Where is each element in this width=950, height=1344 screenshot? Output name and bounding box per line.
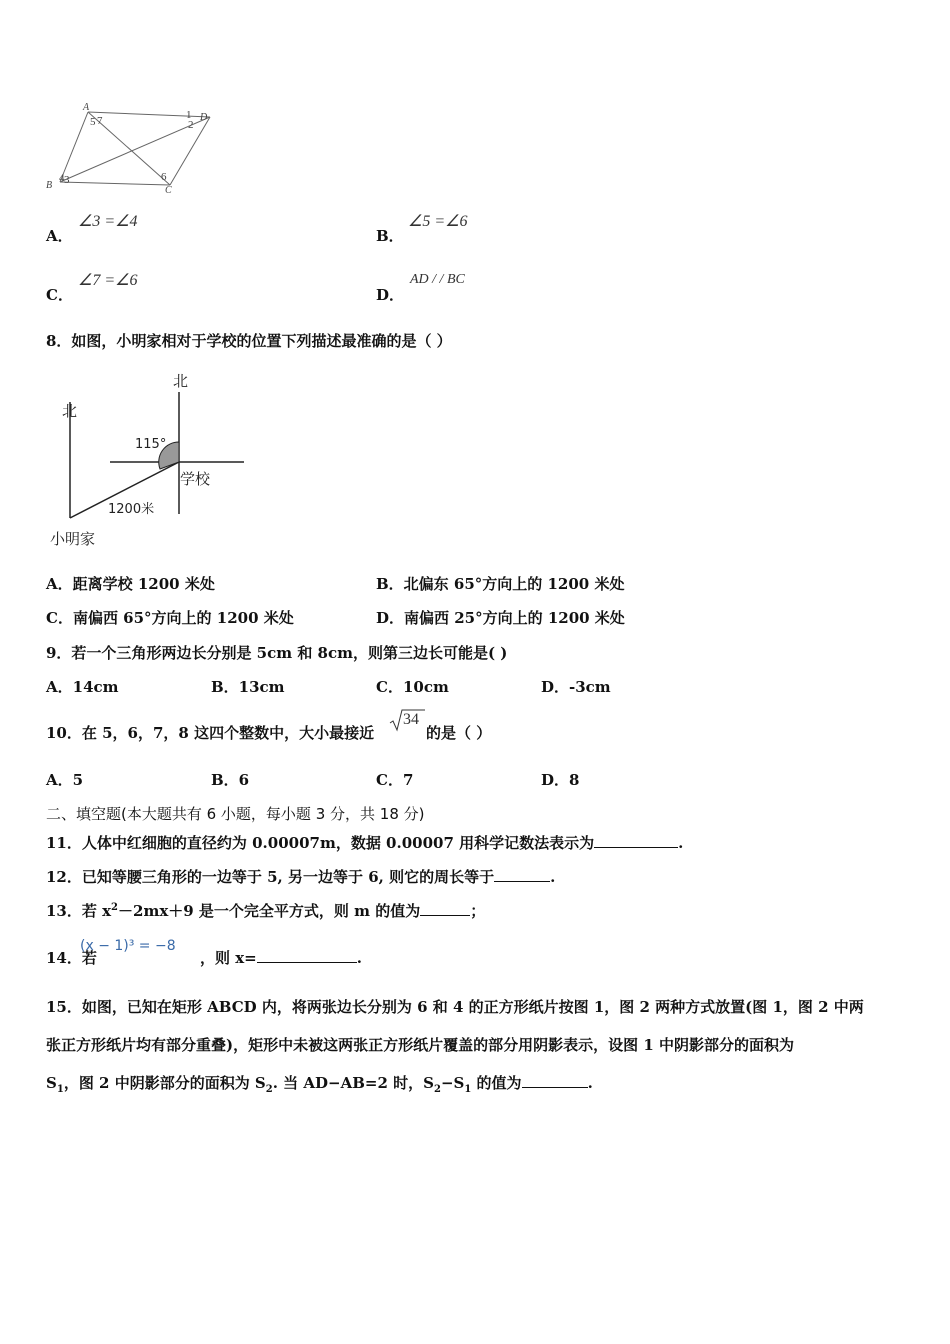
angle-3-label: 3 xyxy=(64,174,70,186)
angle-label: 115° xyxy=(135,437,167,452)
q13-rest: －2mx＋9 是一个完全平方式，则 m 的值为 xyxy=(118,902,421,920)
q9-stem: 9．若一个三角形两边长分别是 5cm 和 8cm，则第三边长可能是( ) xyxy=(46,644,508,662)
q7-option-b-expr: ∠5 =∠6 xyxy=(408,213,468,230)
q13-line xyxy=(46,900,485,921)
q15-end: . xyxy=(587,1074,593,1092)
q8-stem: 8．如图，小明家相对于学校的位置下列描述最准确的是（ ） xyxy=(46,332,452,350)
q15-text-c: . 当 AD−AB=2 时，S xyxy=(272,1074,434,1092)
q11-line xyxy=(46,832,683,853)
angle-7-label: 7 xyxy=(97,115,103,127)
q9-option-b: B．13cm xyxy=(211,678,285,696)
q10-option-d: D．8 xyxy=(541,771,580,789)
q14-prefix: 14．若 xyxy=(46,949,97,967)
q11-answer-blank xyxy=(594,833,678,848)
q11-text: 11．人体中红细胞的直径约为 0.00007m，数据 0.00007 用科学记数法表示为 xyxy=(46,834,595,852)
q13-prefix: 13．若 x xyxy=(46,902,112,920)
q15-text-b: ，图 2 中阴影部分的面积为 S xyxy=(63,1074,266,1092)
q7-option-a-expr: ∠3 =∠4 xyxy=(78,213,138,230)
q15-answer-blank xyxy=(522,1073,588,1088)
q15-line-1: 15．如图，已知在矩形 ABCD 内，将两张边长分别为 6 和 4 的正方形纸片按图 1，图 2 两种方式放置(图 1，图 2 中两 xyxy=(46,998,864,1016)
q14-tail xyxy=(200,947,362,968)
q7-option-a-letter: A． xyxy=(46,227,73,245)
q13-answer-blank xyxy=(420,901,470,916)
q15-text-d: −S xyxy=(440,1074,465,1092)
q9-option-d: D．-3cm xyxy=(541,678,611,696)
north-left-label: 北 xyxy=(62,402,78,420)
q10-stem-before: 10．在 5，6，7，8 这四个整数中，大小最接近 xyxy=(46,724,375,742)
q15-sub-2: 2 xyxy=(265,1084,273,1095)
q8-option-c: C．南偏西 65°方向上的 1200 米处 xyxy=(46,609,294,627)
side-ad xyxy=(88,112,210,117)
section-2-title: 二、填空题(本大题共有 6 小题，每小题 3 分，共 18 分) xyxy=(46,805,425,823)
q12-end: . xyxy=(550,868,556,886)
q15-sub-3: 2 xyxy=(433,1084,441,1095)
q8-option-d: D．南偏西 25°方向上的 1200 米处 xyxy=(376,609,625,627)
q15-sub-1: 1 xyxy=(56,1084,64,1095)
q7-option-d-letter: D． xyxy=(376,286,405,304)
q15-text-e: 的值为 xyxy=(471,1074,522,1092)
q15-line-2: 张正方形纸片均有部分重叠)，矩形中未被这两张正方形纸片覆盖的部分用阴影表示，设图 1 中阴影部分的面积为 xyxy=(46,1036,794,1054)
angle-1-label: 1 xyxy=(186,109,192,121)
school-label: 学校 xyxy=(180,470,211,488)
vertex-b-label: B xyxy=(46,180,53,191)
q14-answer-blank xyxy=(257,948,357,963)
q8-direction-figure xyxy=(46,366,256,552)
q7-option-c-letter: C． xyxy=(46,286,73,304)
q10-stem-after: 的是（ ） xyxy=(426,724,492,742)
angle-5-label: 5 xyxy=(90,116,96,128)
vertex-a-label: A xyxy=(83,102,90,113)
home-label: 小明家 xyxy=(50,530,96,548)
q10-radicand: 34 xyxy=(403,711,419,728)
q12-answer-blank xyxy=(494,867,550,882)
q7-option-c-expr: ∠7 =∠6 xyxy=(78,272,138,289)
q15-line-3 xyxy=(46,1072,593,1095)
q10-option-b: B．6 xyxy=(211,771,250,789)
q10-option-c: C．7 xyxy=(376,771,414,789)
north-right-label: 北 xyxy=(173,372,189,390)
q7-option-d-expr: AD / / BC xyxy=(410,272,465,287)
q12-text: 12．已知等腰三角形的一边等于 5, 另一边等于 6, 则它的周长等于 xyxy=(46,868,495,886)
distance-label: 1200米 xyxy=(108,502,155,517)
side-bc xyxy=(60,182,170,185)
q13-end: ； xyxy=(470,902,486,920)
q7-option-b-letter: B． xyxy=(376,227,404,245)
angle-2-label: 2 xyxy=(188,119,194,131)
vertex-d-label: D xyxy=(200,112,208,123)
q11-end: . xyxy=(678,834,684,852)
q8-option-a: A．距离学校 1200 米处 xyxy=(46,575,215,593)
q14-rest: ，则 x= xyxy=(200,949,257,967)
q7-parallelogram-figure xyxy=(40,100,220,195)
q13-exponent: 2 xyxy=(111,902,119,913)
q9-option-a: A．14cm xyxy=(46,678,119,696)
q9-option-c: C．10cm xyxy=(376,678,449,696)
angle-4-label: 4 xyxy=(59,172,65,184)
q15-sub-4: 1 xyxy=(464,1084,472,1095)
q15-s-symbol: S xyxy=(46,1074,57,1092)
angle-6-label: 6 xyxy=(161,171,167,183)
q14-equation: (x − 1)³ = −8 xyxy=(80,938,176,954)
vertex-c-label: C xyxy=(165,185,172,195)
q8-option-b: B．北偏东 65°方向上的 1200 米处 xyxy=(376,575,625,593)
q14-end: . xyxy=(356,949,362,967)
q10-option-a: A．5 xyxy=(46,771,84,789)
q12-line xyxy=(46,866,555,887)
